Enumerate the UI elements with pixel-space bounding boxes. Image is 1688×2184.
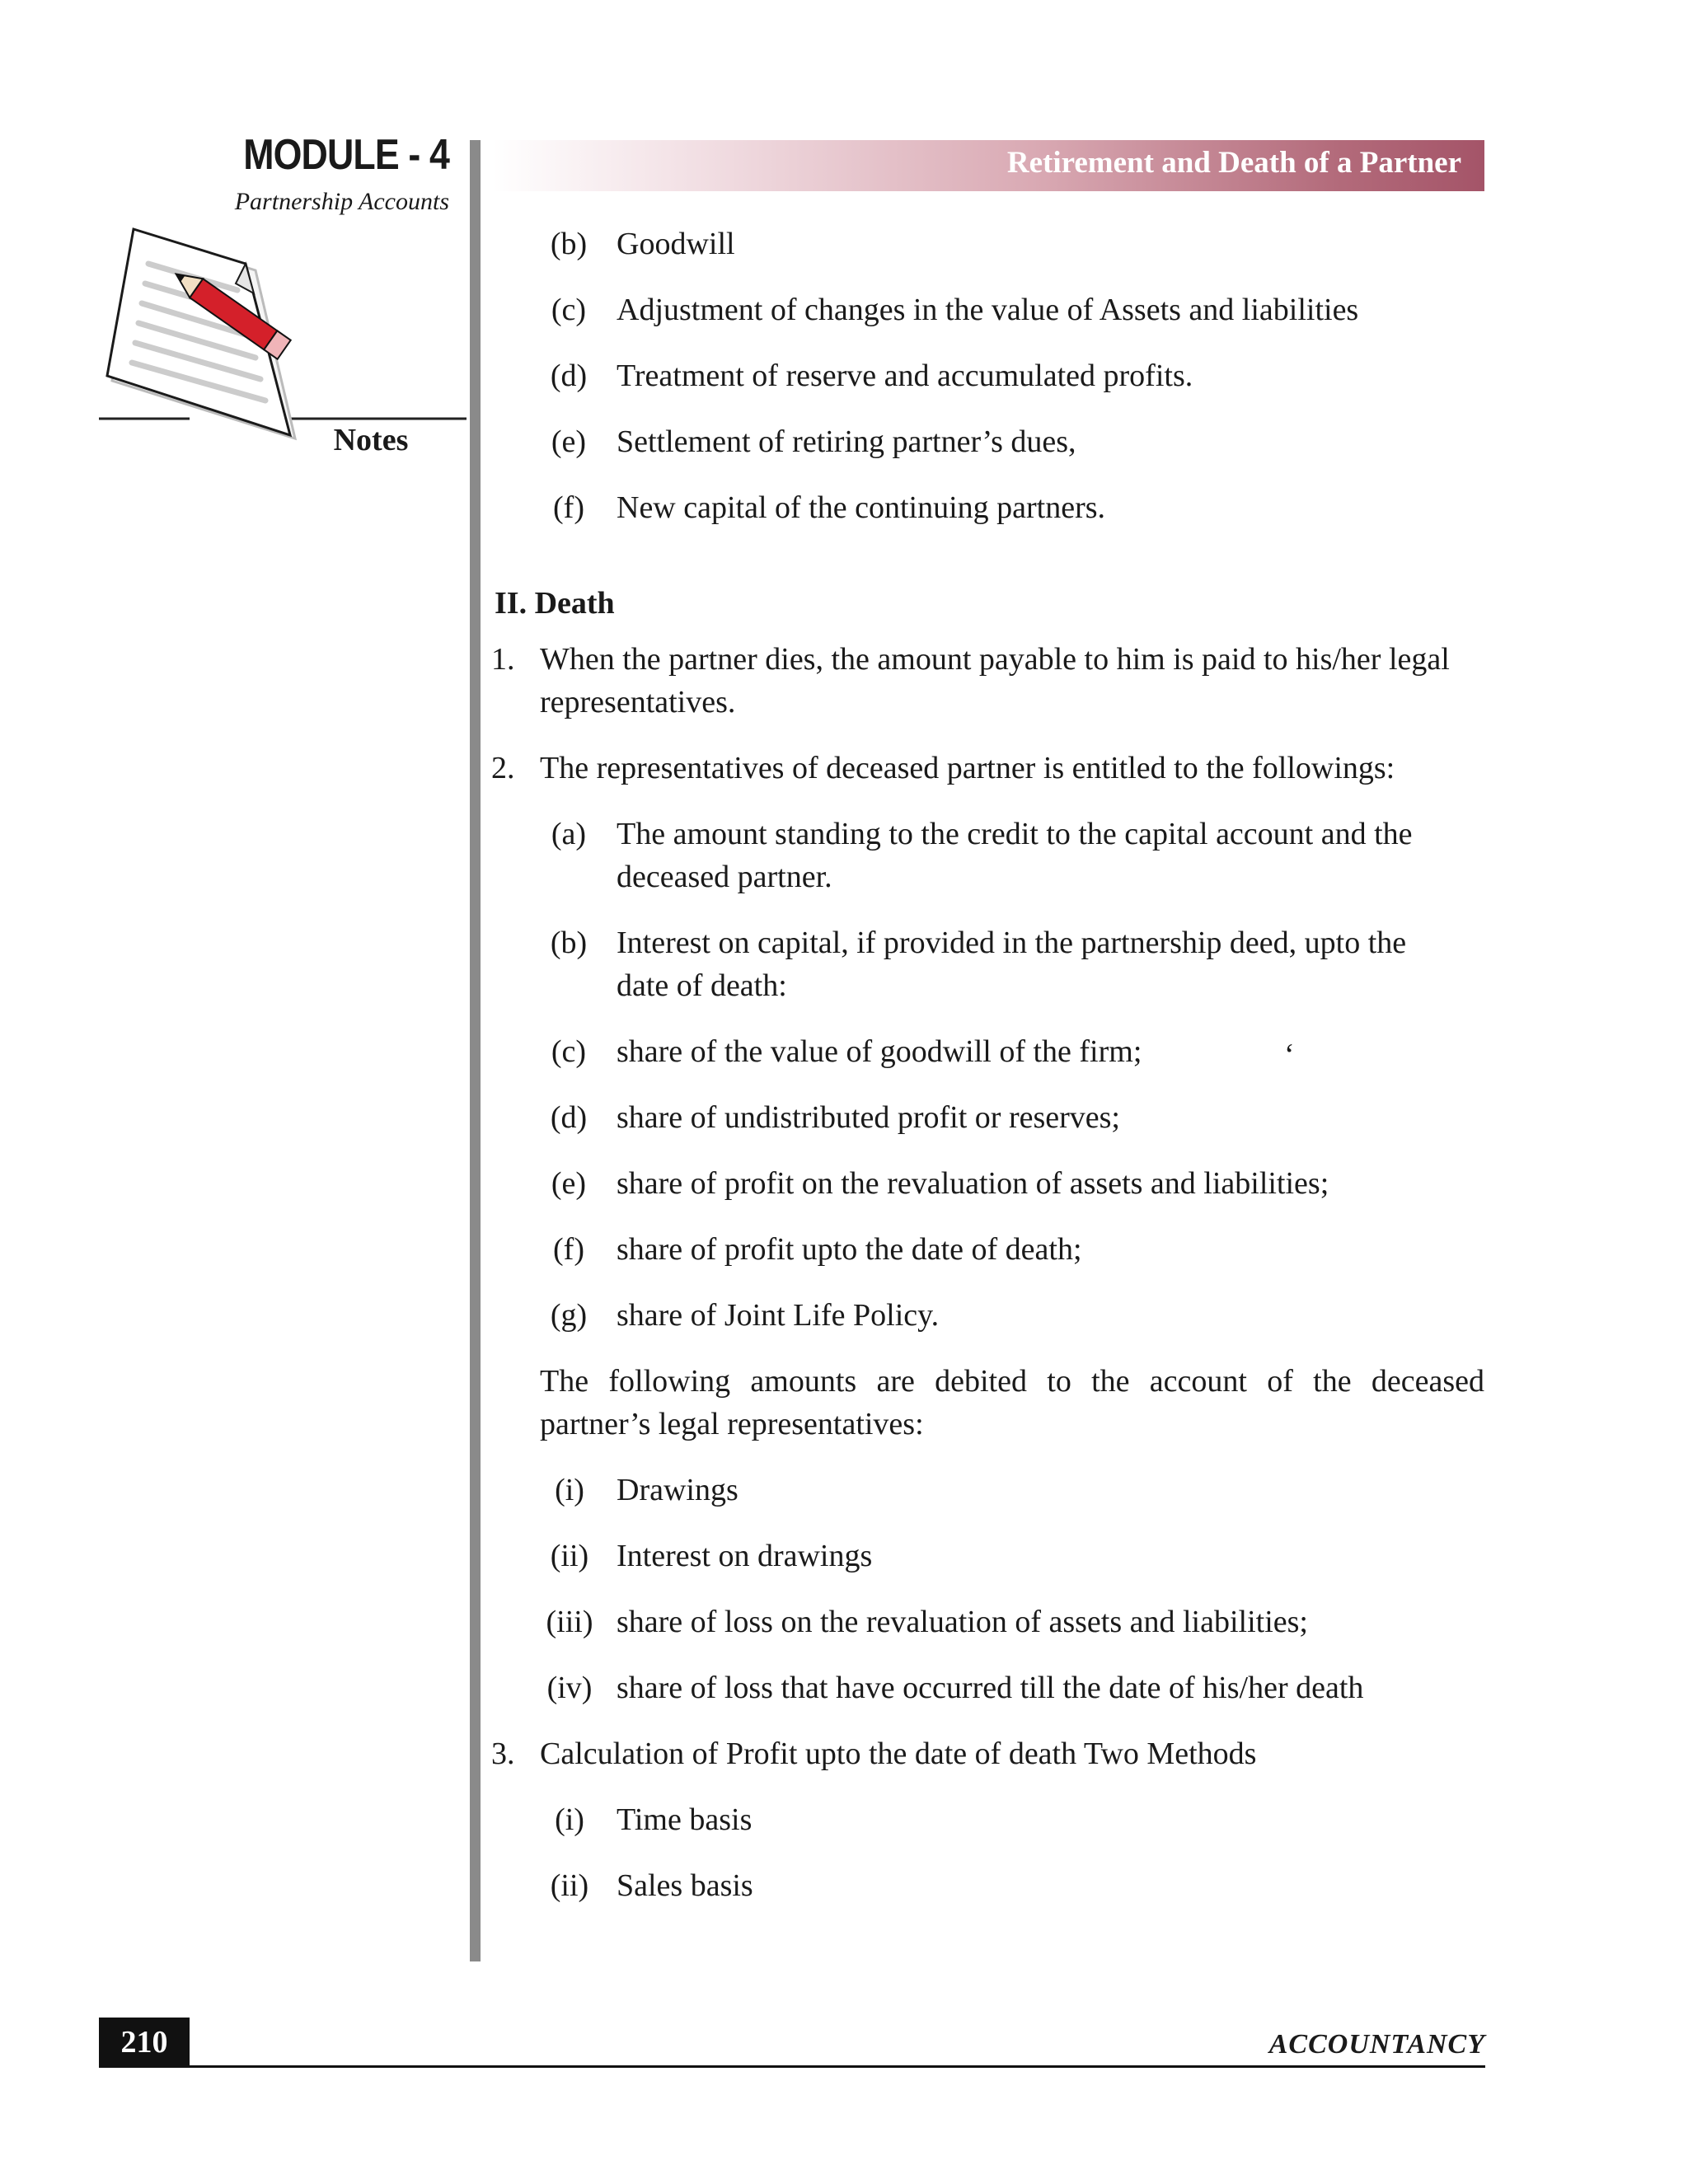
page-number: 210 [99,2018,190,2067]
list-marker: (i) [555,1802,584,1837]
notes-label: Notes [333,423,409,457]
list-marker: (iv) [546,1671,593,1705]
list-text: share of loss on the revaluation of assets and liabilities; [617,1605,1308,1639]
item-number: 2. [491,751,515,785]
list-text: Time basis [617,1802,753,1837]
list-text: share of Joint Life Policy. [617,1298,940,1333]
list-text: Adjustment of changes in the value of Assets and liabilities [617,293,1359,327]
item-text: Calculation of Profit upto the date of death Two Methods [540,1736,1257,1771]
list-text: The amount standing to the credit to the capital account and the [617,817,1413,851]
footer-subject: ACCOUNTANCY [1268,2029,1485,2060]
list-marker: (b) [550,926,588,960]
list-text: share of profit upto the date of death; [617,1232,1082,1267]
paragraph-continued: partner’s legal representatives: [540,1407,924,1441]
item-text: representatives. [540,685,736,719]
list-text: Settlement of retiring partner’s dues, [617,424,1076,459]
module-title: MODULE - 4 [243,131,449,179]
list-text: Interest on drawings [617,1539,873,1573]
section-heading-death: II. Death [495,586,615,621]
paragraph: The following amounts are debited to the account of the deceased [540,1364,1484,1399]
chapter-title: Retirement and Death of a Partner [1006,146,1461,180]
list-marker: (f) [553,490,584,525]
margin-divider [470,140,481,1961]
list-marker: (e) [551,1166,587,1201]
list-text: Sales basis [617,1868,753,1903]
list-marker: (i) [555,1473,584,1507]
list-marker: (b) [550,227,588,261]
module-subtitle: Partnership Accounts [234,188,449,215]
list-marker: (ii) [550,1539,589,1573]
list-marker: (a) [551,817,587,851]
footer-rule [99,2065,1485,2068]
list-text: deceased partner. [617,860,832,894]
list-text: share of loss that have occurred till the date of his/her death [617,1671,1364,1705]
list-text: share of profit on the revaluation of assets and liabilities; [617,1166,1329,1201]
list-text: share of undistributed profit or reserves; [617,1100,1120,1135]
list-marker: (d) [550,359,588,393]
list-text: Interest on capital, if provided in the partnership deed, upto the [617,926,1407,960]
list-marker: (ii) [550,1868,589,1903]
list-text: Goodwill [617,227,735,261]
list-marker: (c) [551,1034,587,1069]
list-text: share of the value of goodwill of the firm; [617,1034,1142,1069]
list-marker: (f) [553,1232,584,1267]
list-text: Treatment of reserve and accumulated profits. [617,359,1193,393]
item-text: The representatives of deceased partner is entitled to the followings: [540,751,1395,785]
list-text: New capital of the continuing partners. [617,490,1106,525]
list-text: date of death: [617,968,787,1003]
item-number: 1. [491,642,515,677]
list-marker: (iii) [546,1605,593,1639]
list-text: Drawings [617,1473,738,1507]
list-marker: (g) [550,1298,588,1333]
item-number: 3. [491,1736,515,1771]
list-marker: (c) [551,293,587,327]
stray-quote-mark: ‘ [1284,1038,1295,1072]
list-marker: (e) [551,424,587,459]
item-text: When the partner dies, the amount payable to him is paid to his/her legal [540,642,1450,677]
list-marker: (d) [550,1100,588,1135]
chapter-header [493,140,1484,191]
